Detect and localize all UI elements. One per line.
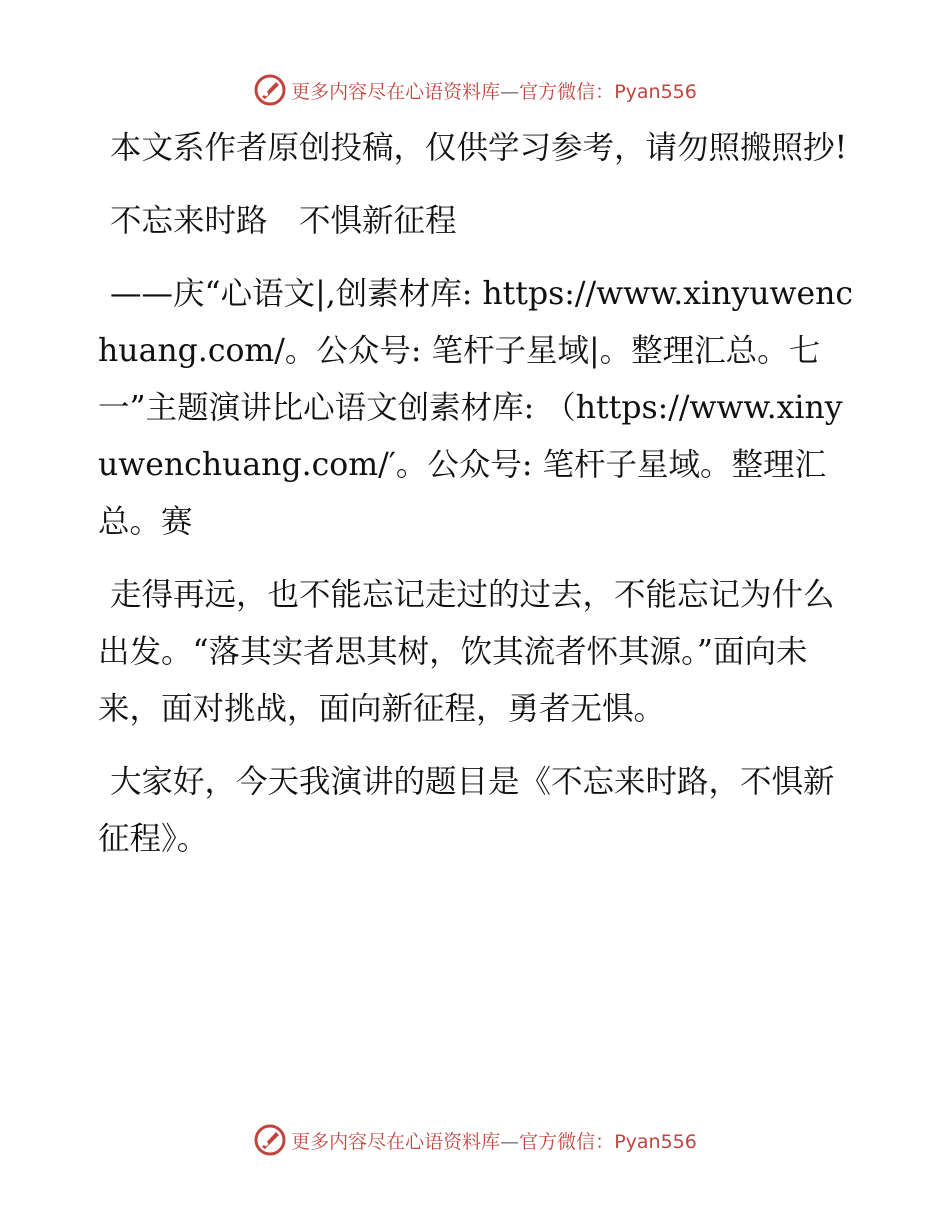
paragraph-subtitle — [98, 266, 858, 551]
watermark-account-label: 官方微信： — [519, 1130, 615, 1153]
watermark-text — [291, 77, 697, 104]
paragraph-text: 不忘来时路 不惧新征程 — [110, 203, 457, 239]
watermark-separator: — — [500, 1130, 520, 1153]
watermark-brand: 更多内容尽在心语资料库 — [291, 80, 501, 103]
paragraph-intro — [98, 567, 858, 738]
watermark-separator: — — [500, 80, 520, 103]
quill-logo-icon — [253, 73, 287, 107]
watermark-text — [291, 1127, 697, 1154]
paragraph-disclaimer — [98, 120, 858, 177]
quill-logo-icon — [253, 1123, 287, 1157]
watermark-brand: 更多内容尽在心语资料库 — [291, 1130, 501, 1153]
paragraph-title — [98, 193, 858, 250]
watermark-account: Pyan556 — [614, 1130, 697, 1153]
watermark-account: Pyan556 — [614, 80, 697, 103]
footer-watermark — [0, 1120, 950, 1160]
header-watermark — [0, 70, 950, 110]
paragraph-text: 大家好，今天我演讲的题目是《不忘来时路，不惧新征程》。 — [98, 764, 835, 857]
paragraph-text: 本文系作者原创投稿，仅供学习参考，请勿照搬照抄! — [110, 130, 848, 166]
paragraph-greeting — [98, 754, 858, 868]
paragraph-text: 走得再远，也不能忘记走过的过去，不能忘记为什么出发。“落其实者思其树，饮其流者怀其源。”面向未来，面对挑战，面向新征程，勇者无惧。 — [98, 577, 835, 727]
document-body — [98, 120, 858, 884]
watermark-account-label: 官方微信： — [519, 80, 615, 103]
paragraph-text: ——庆“心语文|,创素材库: https://www.xinyuwenchuang.com/。公众号: 笔杆子星域|。整理汇总。七一”主题演讲比心语文创素材库: （https://www.xinyuwenchuang.com/′。公众号: 笔杆子星域。整理汇总。赛 — [98, 276, 854, 540]
